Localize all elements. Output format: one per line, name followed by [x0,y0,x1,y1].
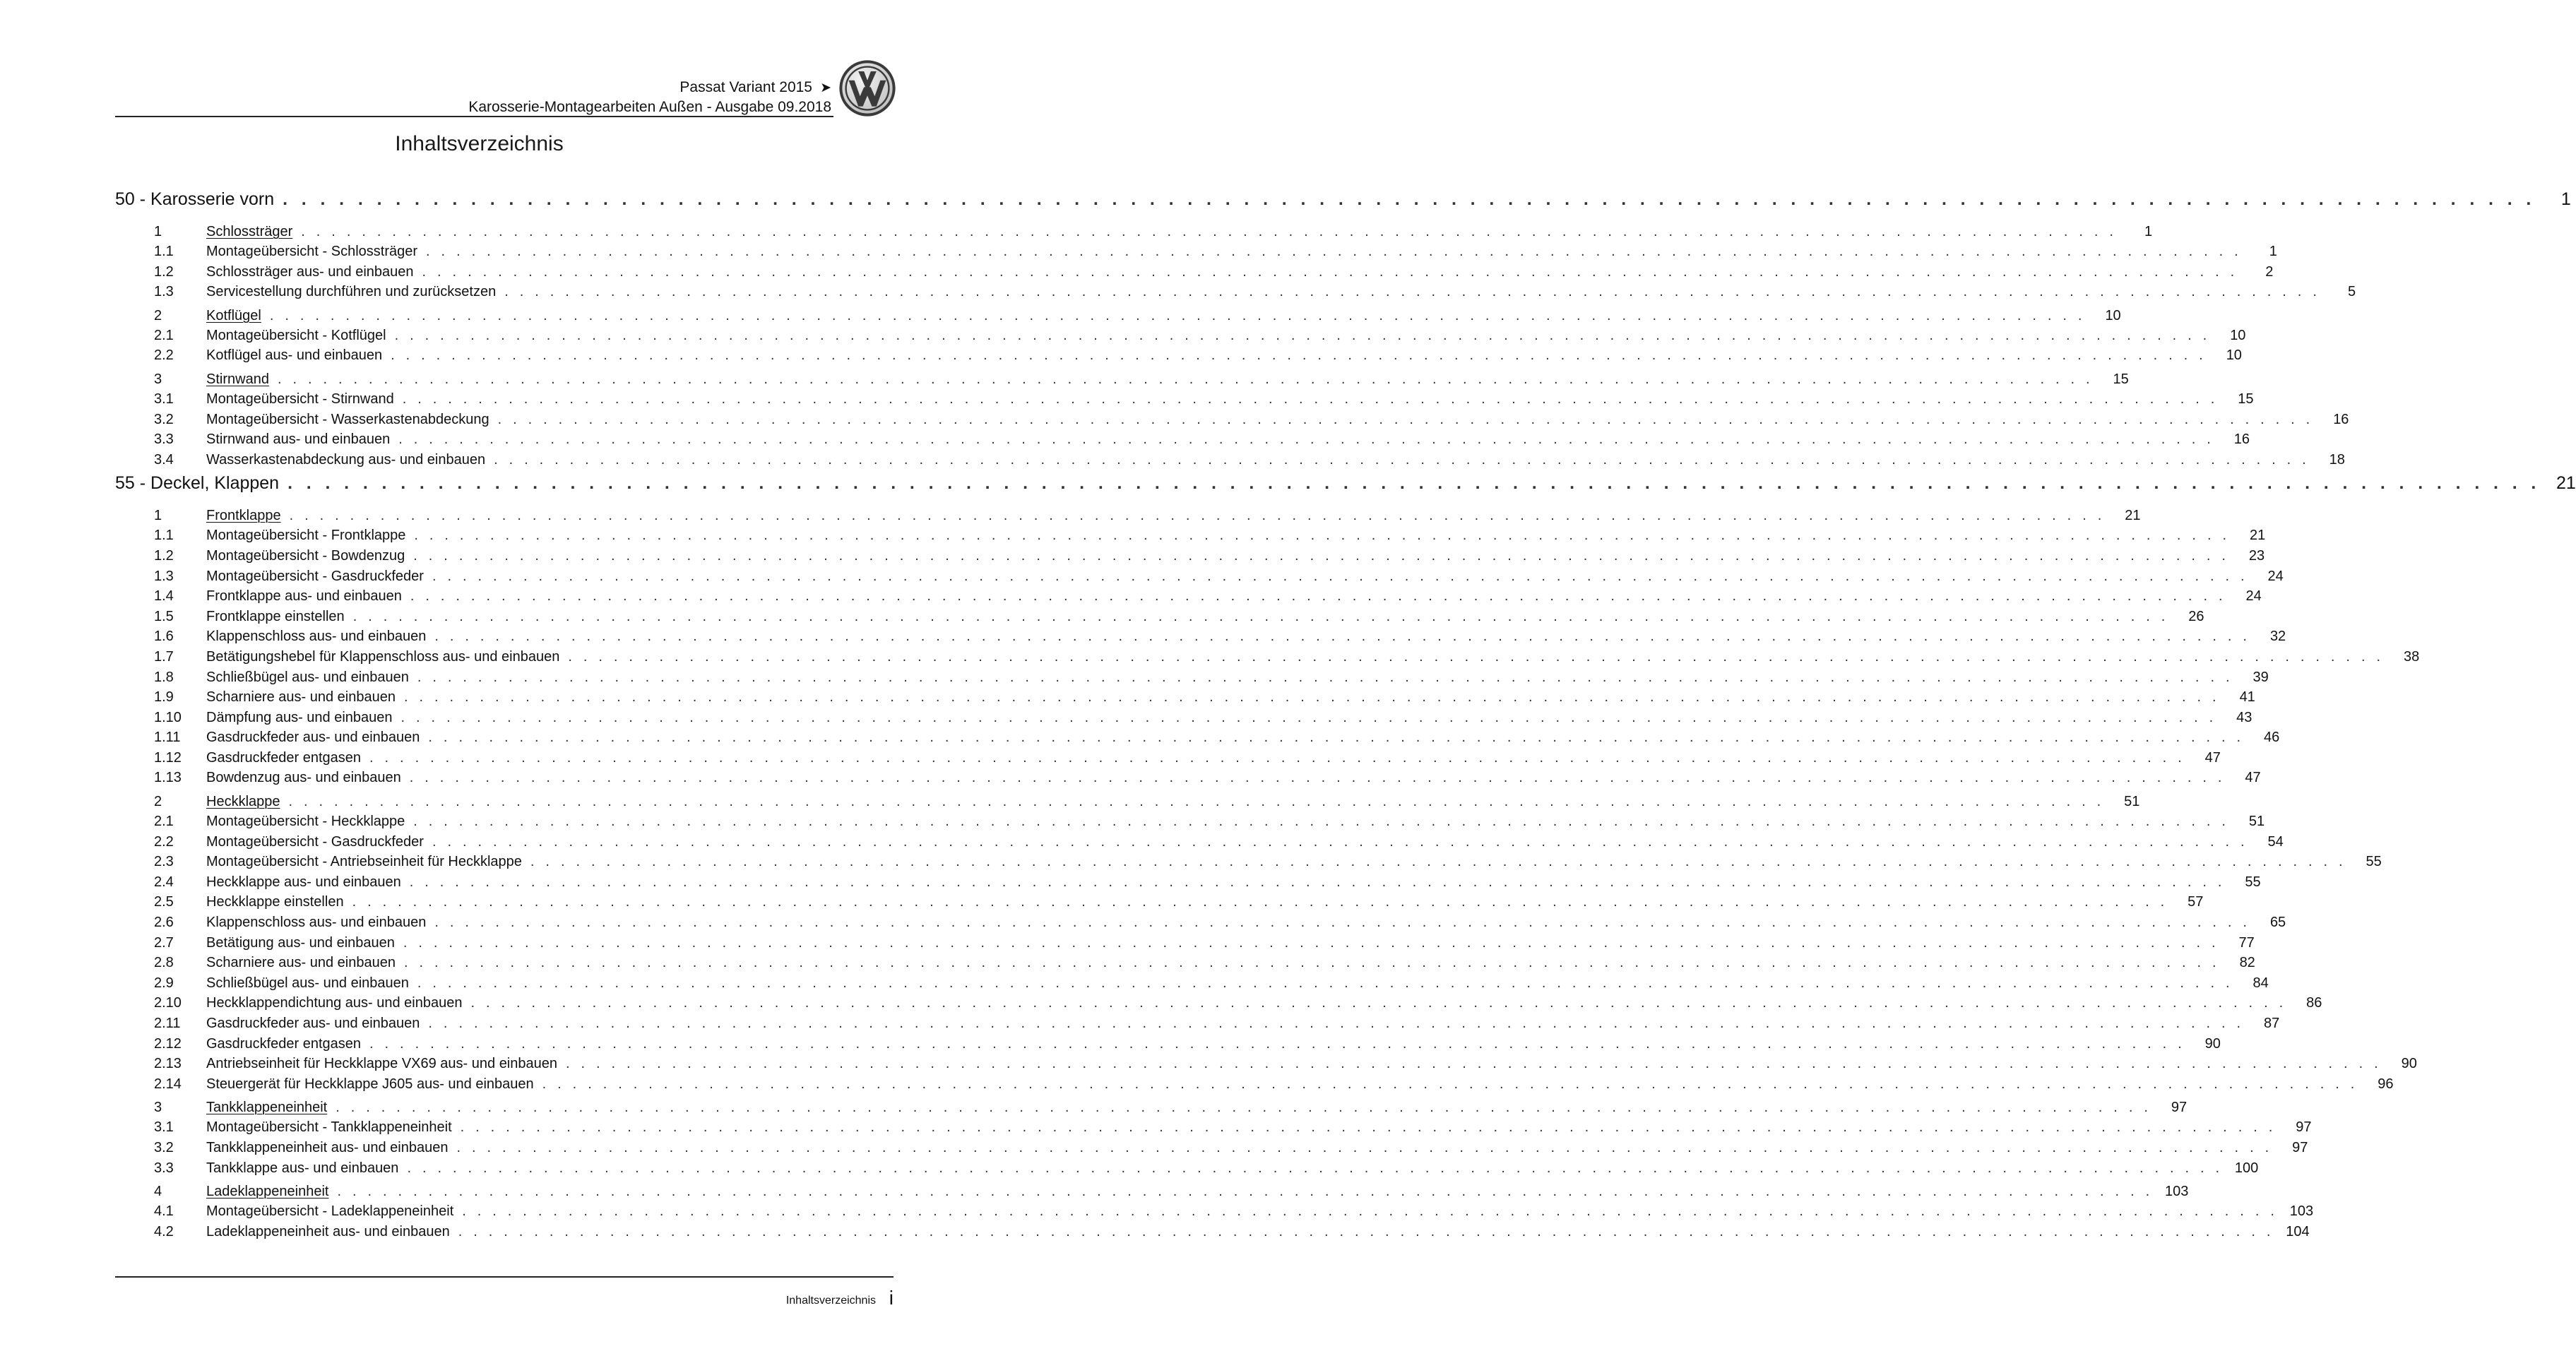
toc-entry-title[interactable]: Montageübersicht - Ladeklappeneinheit [206,1203,454,1220]
dot-leader: . . . . . . . . . . . . . . . . . . . . . . . . . . . . . . . . . . . . . . . . . . . . . . . . . . . . . . . . . . . . . . . . . . . . . . . . . . . . . . . . . . . . . . . . . . . . . . . . . . . . . . . . . . . . . . . . . . . . . . . . [289,508,2106,524]
toc-entry-number: 1.1 [154,528,174,544]
toc-entry-title[interactable]: Heckklappe aus- und einbauen [206,874,401,890]
toc-entry-title[interactable]: Stirnwand aus- und einbauen [206,432,391,448]
toc-section[interactable] [115,508,2141,528]
toc-entry-number: 2 [154,307,162,323]
running-header [115,61,833,117]
dot-leader: . . . . . . . . . . . . . . . . . . . . . . . . . . . . . . . . . . . . . . . . . . . . . . . . . . . . . . . . . . . . . . . . . . . . . . . . . . . . . . . . . . . . . . . . . . . . . . . . . . . . . . . . . . . . . . . . . . . . . . . . [568,648,2385,665]
toc-entry-title[interactable]: Schlossträger aus- und einbauen [206,263,414,280]
dot-leader: . . . . . . . . . . . . . . . . . . . . . . . . . . . . . . . . . . . . . . . . . . . . . . . . . . . . . . . . . . . . . . . . . . . . . . . . . . . . . . . . . . . . . . . . . . . . . . . . . . . . . . . . . . . . . . . . . . . . . . . . [497,411,2314,427]
toc-sub[interactable] [115,975,2269,996]
toc-entry-title[interactable]: Gasdruckfeder entgasen [206,749,362,766]
dot-leader: . . . . . . . . . . . . . . . . . . . . . . . . . . . . . . . . . . . . . . . . . . . . . . . . . . . . . . . . . . . . . . . . . . . . . . . . . . . . . . . . . . . . . . . . . . . . . . . . . . . . . . . . . . . . . . . . . . . . . . . . [402,391,2219,407]
toc-sub[interactable] [115,568,2284,589]
toc-entry-title[interactable]: Tankklappeneinheit aus- und einbauen [206,1139,449,1155]
dot-leader: . . . . . . . . . . . . . . . . . . . . . . . . . . . . . . . . . . . . . . . . . . . . . . . . . . . . . . . . . . . . . . . . . . . . . . . . . . . . . . . . . . . . . . . . . . . . . . . . . . . . . . . . . . . . . . . . . . . . . . . . [462,1203,2279,1220]
toc-entry-page[interactable]: 10 [2105,307,2121,323]
toc-entry-page[interactable]: 90 [2204,1035,2221,1052]
toc-entry-page[interactable]: 82 [2239,955,2255,971]
toc-entry-number: 1.10 [154,709,182,725]
toc-entry-title[interactable]: Montageübersicht - Gasdruckfeder [206,568,424,584]
vw-logo-icon [839,60,896,117]
toc-entry-number: 55 - [115,473,151,494]
toc-entry-title[interactable]: Schließbügel aus- und einbauen [206,669,409,685]
toc-entry-title[interactable]: Karosserie vorn [150,189,275,209]
footer-rule [115,1276,894,1278]
toc-sub[interactable] [115,1139,2308,1160]
toc-entry-page[interactable]: 16 [2233,432,2250,448]
dot-leader: . . . . . . . . . . . . . . . . . . . . . . . . . . . . . . . . . . . . . . . . . . . . . . . . . . . . . . . . . . . . . . . . . . . . . . . . . . . . . . . . . . . . . . . . . . . . . . . . . . . . . . . . . . . . . . . . . . . . . . . . [409,770,2226,786]
toc-sub[interactable] [115,689,2255,710]
toc-entry-title[interactable]: Montageübersicht - Schlossträger [206,244,418,259]
toc-entry-number: 1.13 [154,770,182,786]
dot-leader: . . . . . . . . . . . . . . . . . . . . . . . . . . . . . . . . . . . . . . . . . . . . . . . . . . . . . . . . . . . . . . . . . . . . . . . . . . . . . . . . . . . . . . . . . . . . . . . . . . . . . . . . . . . . . . . . . . . . . . . . [288,794,2105,810]
toc-entry-number: 2.1 [154,327,174,343]
dot-leader: . . . . . . . . . . . . . . . . . . . . . . . . . . . . . . . . . . . . . . . . . . . . . . . . . . . . . . . . . . . . . . . . . . . . . . . . . . . . . . . . . . . . . . . . . . . . . . . . . . . . . . . . . . . . . . . . . . . . . . . . [417,669,2233,685]
toc-entry-page[interactable]: 38 [2403,648,2420,665]
dot-leader: . . . . . . . . . . . . . . . . . . . . . . . . . . . . . . . . . . . . . . . . . . . . . . . . . . . . . . . . . . . . . . . . . . . . . . . . . . . . . . . . . . . . . . . . . . . . . . . . . . . . . . . . . . . . . . . . . . . . . . . . [269,307,2086,323]
toc-entry-page[interactable]: 15 [2238,391,2254,407]
toc-sub[interactable] [115,915,2286,935]
toc-entry-page[interactable]: 97 [2296,1119,2312,1136]
toc-entry-title[interactable]: Schlossträger [206,224,293,239]
toc-entry-number: 2.12 [154,1035,182,1052]
dot-leader: . . . . . . . . . . . . . . . . . . . . . . . . . . . . . . . . . . . . . . . . . . . . . . . . . . . . . . . . . . . . . . . . . . . . . . . . . . . . . . . . . . . . . . . . . . . . . . . . . . . . . . . . . . . . . . . . . . . . . . . . [542,1076,2358,1092]
toc-entry-number: 4.2 [154,1223,174,1239]
dot-leader: . . . . . . . . . . . . . . . . . . . . . . . . . . . . . . . . . . . . . . . . . . . . . . . . . . . . . . . . . . . . . . . . . . . . . . . . . . . . . . . . . . . . . . . . . . . . . . . . . . . . . . . . . . . . . . . . . . . . . . . . [458,1223,2274,1239]
toc-sub[interactable] [115,1056,2417,1076]
dot-leader: . . . . . . . . . . . . . . . . . . . . . . . . . . . . . . . . . . . . . . . . . . . . . . . . . . . . . . . . . . . . . . . . . . . . . . . . . . . . . . . . . . . . . . . . . . . . . . . . . . . . . . . . . . . . . . . . . . . . . . . . [400,709,2217,725]
toc-entry-number: 2.3 [154,854,174,870]
toc-entry-number: 3.2 [154,1139,174,1155]
toc-entry-number: 2 [154,794,162,810]
toc-entry-title[interactable]: Montageübersicht - Antriebseinheit für Heckklappe [206,854,522,870]
toc-sub[interactable] [115,669,2269,690]
toc-sub[interactable] [115,608,2204,629]
toc-entry-page[interactable]: 97 [2171,1100,2188,1116]
toc-entry-number: 1.9 [154,689,174,706]
dot-leader: . . . . . . . . . . . . . . . . . . . . . . . . . . . . . . . . . . . . . . . . . . . . . . . . . . . . . . . . . . . . . . . . . . . . . . . . . . . . . . . . . . . . . . . . . . . . . . . . . . . . . . . . . . . . . . . . . . . . . . . . [432,833,2248,850]
next-page-arrow-icon: ➤ [820,81,831,95]
dot-leader: . . . . . . . . . . . . . . . . . . . . . . . . . . . . . . . . . . . . . . . . . . . . . . . . . . . . . . . . . . . . . . . . . . . . . . . . . . . . . . . . . . . . . . . . . . . . . . . . . . . . . . . . . . . . . . . . . . . . . . . . [434,915,2251,931]
toc-entry-number: 1 [154,508,162,524]
header-rule [115,116,833,117]
toc-entry-page[interactable]: 21 [2556,473,2576,494]
dot-leader: . . . . . . . . . . . . . . . . . . . . . . . . . . . . . . . . . . . . . . . . . . . . . . . . . . . . . . . . . . . . . . . . . . . . . . . . . . . . . . . . . . . . . . . . . . . . . . . . . . . . . . . . . . . . . . . . . . . . . . . . [301,224,2118,239]
dot-leader: . . . . . . . . . . . . . . . . . . . . . . . . . . . . . . . . . . . . . . . . . . . . . . . . . . . . . . . . . . . . . . . . . . . . . . . . . . . . . . . . . . . . . . . . . . . . . . . . . . . . . . . . . . . . . . . . . . . . . . . . [336,1100,2152,1116]
toc-sub[interactable] [115,1160,2259,1181]
toc-sub[interactable] [115,730,2280,750]
toc-sub[interactable] [115,327,2246,348]
toc-entry-number: 1.6 [154,629,174,645]
dot-leader: . . . . . . . . . . . . . . . . . . . . . . . . . . . . . . . . . . . . . . . . . . . . . . . . . . . . . . . . . . . . . . . . . . . . . . . . . . . . . . . . . . . . . . . . . . . . . . . . . . . . . . . . . . . . . . . . . . . . . . . . [566,1056,2382,1072]
dot-leader: . . . . . . . . . . . . . . . . . . . . . . . . . . . . . . . . . . . . . . . . . . . . . . . . . . . . . . . . . . . . . . . . . . . . . . . . . . . . . . . . . . . . . . . . . . . . . . . . . . . . . . . . . . . . . . . . . . . . . . . . [277,371,2094,387]
toc-entry-title[interactable]: Kotflügel [206,307,261,323]
toc-entry-number: 1.5 [154,608,174,624]
header-model: Passat Variant 2015 [679,79,812,95]
toc-sub[interactable] [115,894,2204,915]
toc-sub[interactable] [115,588,2262,609]
dot-leader: . . . . . . . . . . . . . . . . . . . . . . . . . . . . . . . . . . . . . . . . . . . . . . . . . . . . . . . . . . . . . . . . . . . . . . . . . . . . . . . . . . . . . . . . . . . . . . . . . . . . . . . . . . . . . . . . . . . . . . . . [426,244,2242,259]
toc-sub[interactable] [115,955,2255,975]
dot-leader: . . . . . . . . . . . . . . . . . . . . . . . . . . . . . . . . . . . . . . . . . . . . . . . . . . . . . . . . . . . . . . . . . . . . . . . . . . . . . . . . . . . . . . . . . . . . . . . . . . . . . . . . . . . . . . . . . . . . . . . . [403,689,2220,706]
dot-leader: . . . . . . . . . . . . . . . . . . . . . . . . . . . . . . . . . . . . . . . . . . . . . . . . . . . . . . . . . . . . . . . . . . . . . . . . . . . . . . . . . . . . . . . . . . . . . . . . . . . . . . . . . . . . . . . . . . . . . . . . [287,473,2541,494]
toc-entry-number: 1.3 [154,284,174,300]
toc-sub[interactable] [115,833,2284,855]
dot-leader: . . . . . . . . . . . . . . . . . . . . . . . . . . . . . . . . . . . . . . . . . . . . . . . . . . . . . . . . . . . . . . . . . . . . . . . . . . . . . . . . . . . . . . . . . . . . . . . . . . . . . . . . . . . . . . . . . . . . . . . . [434,629,2251,645]
dot-leader: . . . . . . . . . . . . . . . . . . . . . . . . . . . . . . . . . . . . . . . . . . . . . . . . . . . . . . . . . . . . . . . . . . . . . . . . . . . . . . . . . . . . . . . . . . . . . . . . . . . . . . . . . . . . . . . . . . . . . . . . [414,528,2231,544]
toc-entry-title[interactable]: Deckel, Klappen [150,473,280,494]
toc-entry-title[interactable]: Antriebseinheit für Heckklappe VX69 aus- und einbauen [206,1056,557,1072]
toc-entry-title[interactable]: Stirnwand [206,371,269,387]
toc-sub[interactable] [115,1035,2221,1057]
toc-entry-title[interactable]: Montageübersicht - Kotflügel [206,327,386,343]
toc-entry-page[interactable]: 5 [2347,284,2356,300]
toc-entry-page[interactable]: 41 [2239,689,2255,706]
toc-entry-page[interactable]: 103 [2164,1184,2189,1200]
toc-sub[interactable] [115,263,2274,285]
toc-chapter[interactable] [115,473,2576,504]
toc-entry-title[interactable]: Betätigung aus- und einbauen [206,934,395,951]
dot-leader: . . . . . . . . . . . . . . . . . . . . . . . . . . . . . . . . . . . . . . . . . . . . . . . . . . . . . . . . . . . . . . . . . . . . . . . . . . . . . . . . . . . . . . . . . . . . . . . . . . . . . . . . . . . . . . . . . . . . . . . . [403,934,2219,951]
dot-leader: . . . . . . . . . . . . . . . . . . . . . . . . . . . . . . . . . . . . . . . . . . . . . . . . . . . . . . . . . . . . . . . . . . . . . . . . . . . . . . . . . . . . . . . . . . . . . . . . . . . . . . . . . . . . . . . . . . . . . . . . [352,894,2168,910]
dot-leader: . . . . . . . . . . . . . . . . . . . . . . . . . . . . . . . . . . . . . . . . . . . . . . . . . . . . . . . . . . . . . . . . . . . . . . . . . . . . . . . . . . . . . . . . . . . . . . . . . . . . . . . . . . . . . . . . . . . . . . . . [410,588,2226,605]
toc-sub[interactable] [115,854,2382,874]
dot-leader: . . . . . . . . . . . . . . . . . . . . . . . . . . . . . . . . . . . . . . . . . . . . . . . . . . . . . . . . . . . . . . . . . . . . . . . . . . . . . . . . . . . . . . . . . . . . . . . . . . . . . . . . . . . . . . . . . . . . . . . . [394,327,2211,343]
toc-entry-page[interactable]: 21 [2249,528,2266,544]
toc-entry-number: 2.14 [154,1076,182,1092]
table-of-contents [115,188,2576,1244]
toc-sub[interactable] [115,451,2345,472]
toc-entry-title[interactable]: Wasserkastenabdeckung aus- und einbauen [206,451,486,468]
toc-sub[interactable] [115,284,2356,304]
toc-entry-page[interactable]: 86 [2306,995,2322,1011]
toc-entry-number: 4 [154,1184,162,1200]
toc-entry-page[interactable]: 16 [2333,411,2349,427]
toc-sub[interactable] [115,934,2255,956]
toc-entry-number: 3.1 [154,391,174,407]
toc-entry-title[interactable]: Montageübersicht - Gasdruckfeder [206,833,424,850]
toc-entry-page[interactable]: 39 [2252,669,2269,685]
toc-entry-number: 50 - [115,189,151,209]
toc-entry-title[interactable]: Scharniere aus- und einbauen [206,689,396,706]
dot-leader: . . . . . . . . . . . . . . . . . . . . . . . . . . . . . . . . . . . . . . . . . . . . . . . . . . . . . . . . . . . . . . . . . . . . . . . . . . . . . . . . . . . . . . . . . . . . . . . . . . . . . . . . . . . . . . . . . . . . . . . . [337,1184,2154,1200]
toc-entry-title[interactable]: Klappenschloss aus- und einbauen [206,915,427,931]
toc-entry-number: 2.7 [154,934,174,951]
toc-entry-title[interactable]: Heckklappe einstellen [206,894,344,910]
toc-entry-title[interactable]: Bowdenzug aus- und einbauen [206,770,401,786]
toc-entry-title[interactable]: Montageübersicht - Bowdenzug [206,547,405,564]
toc-entry-page[interactable]: 100 [2234,1160,2259,1176]
toc-sub[interactable] [115,770,2261,790]
toc-entry-page[interactable]: 47 [2204,749,2221,766]
toc-sub[interactable] [115,347,2242,368]
toc-entry-page[interactable]: 47 [2245,770,2261,786]
toc-entry-title[interactable]: Frontklappe aus- und einbauen [206,588,402,605]
toc-entry-title[interactable]: Gasdruckfeder entgasen [206,1035,362,1052]
toc-entry-number: 2.5 [154,894,174,910]
toc-entry-page[interactable]: 87 [2264,1016,2280,1031]
toc-chapter-heading[interactable] [115,189,274,210]
toc-entry-page[interactable]: 1 [2269,244,2277,259]
dot-leader: . . . . . . . . . . . . . . . . . . . . . . . . . . . . . . . . . . . . . . . . . . . . . . . . . . . . . . . . . . . . . . . . . . . . . . . . . . . . . . . . . . . . . . . . . . . . . . . . . . . . . . . . . . . . . . . . . . . . . . . . [403,955,2220,971]
toc-entry-page[interactable]: 97 [2292,1139,2308,1155]
toc-entry-page[interactable]: 46 [2264,730,2280,746]
toc-entry-title[interactable]: Betätigungshebel für Klappenschloss aus- und einbauen [206,648,560,665]
dot-leader: . . . . . . . . . . . . . . . . . . . . . . . . . . . . . . . . . . . . . . . . . . . . . . . . . . . . . . . . . . . . . . . . . . . . . . . . . . . . . . . . . . . . . . . . . . . . . . . . . . . . . . . . . . . . . . . . . . . . . . . . [470,995,2287,1011]
toc-entry-number: 2.10 [154,995,182,1011]
toc-entry-page[interactable]: 55 [2245,874,2261,890]
toc-entry-title[interactable]: Heckklappe [206,794,280,810]
toc-sub[interactable] [115,629,2286,649]
toc-section[interactable] [115,794,2140,814]
toc-entry-number: 4.1 [154,1203,174,1220]
toc-entry-number: 1.1 [154,244,174,259]
dot-leader: . . . . . . . . . . . . . . . . . . . . . . . . . . . . . . . . . . . . . . . . . . . . . . . . . . . . . . . . . . . . . . . . . . . . . . . . . . . . . . . . . . . . . . . . . . . . . . . . . . . . . . . . . . . . . . . . . . . . . . . . [352,608,2169,624]
toc-entry-number: 1.11 [154,730,181,746]
toc-section[interactable] [115,1184,2189,1203]
toc-sub[interactable] [115,547,2265,569]
toc-entry-title[interactable]: Ladeklappeneinheit [206,1184,329,1200]
toc-entry-page[interactable]: 24 [2267,568,2284,584]
toc-entry-page[interactable]: 84 [2252,975,2269,991]
toc-entry-title[interactable]: Tankklappeneinheit [206,1100,328,1116]
toc-entry-page[interactable]: 55 [2366,854,2382,870]
toc-entry-number: 1.4 [154,588,174,605]
dot-leader: . . . . . . . . . . . . . . . . . . . . . . . . . . . . . . . . . . . . . . . . . . . . . . . . . . . . . . . . . . . . . . . . . . . . . . . . . . . . . . . . . . . . . . . . . . . . . . . . . . . . . . . . . . . . . . . . . . . . . . . . [504,284,2321,300]
toc-entry-page[interactable]: 21 [2125,508,2141,524]
toc-entry-title[interactable]: Frontklappe [206,508,281,524]
toc-entry-title[interactable]: Ladeklappeneinheit aus- und einbauen [206,1223,450,1239]
dot-leader: . . . . . . . . . . . . . . . . . . . . . . . . . . . . . . . . . . . . . . . . . . . . . . . . . . . . . . . . . . . . . . . . . . . . . . . . . . . . . . . . . . . . . . . . . . . . . . . . . . . . . . . . . . . . . . . . . . . . . . . . [413,814,2230,830]
toc-section[interactable] [115,1100,2188,1119]
toc-entry-number: 3 [154,1100,162,1116]
dot-leader: . . . . . . . . . . . . . . . . . . . . . . . . . . . . . . . . . . . . . . . . . . . . . . . . . . . . . . . . . . . . . . . . . . . . . . . . . . . . . . . . . . . . . . . . . . . . . . . . . . . . . . . . . . . . . . . . . . . . . . . . [283,189,2536,209]
toc-sub[interactable] [115,648,2420,670]
toc-entry-number: 2.4 [154,874,174,890]
toc-sub[interactable] [115,995,2322,1016]
toc-entry-page[interactable]: 104 [2286,1223,2310,1239]
toc-sub[interactable] [115,749,2221,771]
toc-entry-page[interactable]: 32 [2269,629,2286,645]
toc-entry-number: 3.3 [154,1160,174,1176]
page-title: Inhaltsverzeichnis [395,132,564,155]
dot-leader: . . . . . . . . . . . . . . . . . . . . . . . . . . . . . . . . . . . . . . . . . . . . . . . . . . . . . . . . . . . . . . . . . . . . . . . . . . . . . . . . . . . . . . . . . . . . . . . . . . . . . . . . . . . . . . . . . . . . . . . . [417,975,2233,991]
toc-entry-title[interactable]: Servicestellung durchführen und zurücksetzen [206,284,497,300]
footer-label: Inhaltsverzeichnis [785,1295,876,1307]
toc-entry-number: 2.1 [154,814,174,830]
toc-entry-title[interactable]: Montageübersicht - Wasserkastenabdeckung [206,411,489,427]
toc-sub[interactable] [115,1119,2312,1140]
toc-entry-number: 2.11 [154,1016,181,1031]
dot-leader: . . . . . . . . . . . . . . . . . . . . . . . . . . . . . . . . . . . . . . . . . . . . . . . . . . . . . . . . . . . . . . . . . . . . . . . . . . . . . . . . . . . . . . . . . . . . . . . . . . . . . . . . . . . . . . . . . . . . . . . . [432,568,2248,584]
toc-entry-number: 2.2 [154,347,174,364]
toc-entry-page[interactable]: 65 [2269,915,2286,931]
toc-section[interactable] [115,371,2129,391]
toc-entry-number: 1.2 [154,263,174,280]
toc-chapter-heading[interactable] [115,473,279,494]
toc-sub[interactable] [115,874,2261,895]
toc-entry-title[interactable]: Frontklappe einstellen [206,608,345,624]
dot-leader: . . . . . . . . . . . . . . . . . . . . . . . . . . . . . . . . . . . . . . . . . . . . . . . . . . . . . . . . . . . . . . . . . . . . . . . . . . . . . . . . . . . . . . . . . . . . . . . . . . . . . . . . . . . . . . . . . . . . . . . . [428,730,2245,746]
toc-entry-number: 1.7 [154,648,174,665]
toc-entry-page[interactable]: 2 [2265,263,2274,280]
toc-entry-page[interactable]: 26 [2188,608,2204,624]
dot-leader: . . . . . . . . . . . . . . . . . . . . . . . . . . . . . . . . . . . . . . . . . . . . . . . . . . . . . . . . . . . . . . . . . . . . . . . . . . . . . . . . . . . . . . . . . . . . . . . . . . . . . . . . . . . . . . . . . . . . . . . . [369,1035,2185,1052]
toc-entry-number: 1.2 [154,547,174,564]
dot-leader: . . . . . . . . . . . . . . . . . . . . . . . . . . . . . . . . . . . . . . . . . . . . . . . . . . . . . . . . . . . . . . . . . . . . . . . . . . . . . . . . . . . . . . . . . . . . . . . . . . . . . . . . . . . . . . . . . . . . . . . . [391,347,2207,364]
toc-entry-title[interactable]: Dämpfung aus- und einbauen [206,709,393,725]
toc-entry-title[interactable]: Kotflügel aus- und einbauen [206,347,383,364]
toc-entry-number: 1.8 [154,669,174,685]
toc-entry-number: 3 [154,371,162,387]
footer-page-number: i [889,1287,894,1309]
toc-entry-number: 2.9 [154,975,174,991]
toc-sub[interactable] [115,411,2349,432]
toc-sub[interactable] [115,432,2250,452]
toc-entry-page[interactable]: 10 [2230,327,2246,343]
toc-sub[interactable] [115,391,2254,412]
toc-entry-page[interactable]: 43 [2236,709,2252,725]
toc-entry-number: 3.2 [154,411,174,427]
toc-entry-title[interactable]: Tankklappe aus- und einbauen [206,1160,399,1176]
dot-leader: . . . . . . . . . . . . . . . . . . . . . . . . . . . . . . . . . . . . . . . . . . . . . . . . . . . . . . . . . . . . . . . . . . . . . . . . . . . . . . . . . . . . . . . . . . . . . . . . . . . . . . . . . . . . . . . . . . . . . . . . [407,1160,2224,1176]
toc-entry-title[interactable]: Klappenschloss aus- und einbauen [206,629,427,645]
toc-entry-page[interactable]: 1 [2560,189,2571,209]
toc-sub[interactable] [115,1076,2394,1097]
toc-sub[interactable] [115,1016,2280,1036]
toc-entry-number: 3.1 [154,1119,174,1136]
toc-entry-number: 1.12 [154,749,182,766]
dot-leader: . . . . . . . . . . . . . . . . . . . . . . . . . . . . . . . . . . . . . . . . . . . . . . . . . . . . . . . . . . . . . . . . . . . . . . . . . . . . . . . . . . . . . . . . . . . . . . . . . . . . . . . . . . . . . . . . . . . . . . . . [456,1139,2273,1155]
toc-entry-page[interactable]: 24 [2245,588,2262,605]
toc-entry-title[interactable]: Scharniere aus- und einbauen [206,955,396,971]
toc-entry-page[interactable]: 51 [2124,794,2140,810]
toc-entry-number: 1.3 [154,568,174,584]
toc-entry-title[interactable]: Montageübersicht - Frontklappe [206,528,406,544]
dot-leader: . . . . . . . . . . . . . . . . . . . . . . . . . . . . . . . . . . . . . . . . . . . . . . . . . . . . . . . . . . . . . . . . . . . . . . . . . . . . . . . . . . . . . . . . . . . . . . . . . . . . . . . . . . . . . . . . . . . . . . . . [413,547,2230,564]
toc-sub[interactable] [115,709,2252,730]
dot-leader: . . . . . . . . . . . . . . . . . . . . . . . . . . . . . . . . . . . . . . . . . . . . . . . . . . . . . . . . . . . . . . . . . . . . . . . . . . . . . . . . . . . . . . . . . . . . . . . . . . . . . . . . . . . . . . . . . . . . . . . . [494,451,2310,468]
toc-entry-number: 1 [154,224,162,239]
toc-sub[interactable] [115,528,2266,548]
toc-sub[interactable] [115,244,2277,264]
toc-entry-page[interactable]: 57 [2188,894,2204,910]
dot-leader: . . . . . . . . . . . . . . . . . . . . . . . . . . . . . . . . . . . . . . . . . . . . . . . . . . . . . . . . . . . . . . . . . . . . . . . . . . . . . . . . . . . . . . . . . . . . . . . . . . . . . . . . . . . . . . . . . . . . . . . . [369,749,2185,766]
toc-entry-title[interactable]: Steuergerät für Heckklappe J605 aus- und einbauen [206,1076,534,1092]
toc-entry-title[interactable]: Montageübersicht - Tankklappeneinheit [206,1119,452,1136]
dot-leader: . . . . . . . . . . . . . . . . . . . . . . . . . . . . . . . . . . . . . . . . . . . . . . . . . . . . . . . . . . . . . . . . . . . . . . . . . . . . . . . . . . . . . . . . . . . . . . . . . . . . . . . . . . . . . . . . . . . . . . . . [428,1016,2245,1031]
toc-entry-page[interactable]: 18 [2329,451,2345,468]
toc-entry-number: 3.3 [154,432,174,448]
toc-entry-title[interactable]: Schließbügel aus- und einbauen [206,975,409,991]
dot-leader: . . . . . . . . . . . . . . . . . . . . . . . . . . . . . . . . . . . . . . . . . . . . . . . . . . . . . . . . . . . . . . . . . . . . . . . . . . . . . . . . . . . . . . . . . . . . . . . . . . . . . . . . . . . . . . . . . . . . . . . . [422,263,2238,280]
toc-entry-page[interactable]: 10 [2226,347,2242,364]
toc-chapter[interactable] [115,189,2571,220]
toc-entry-page[interactable]: 54 [2267,833,2284,850]
dot-leader: . . . . . . . . . . . . . . . . . . . . . . . . . . . . . . . . . . . . . . . . . . . . . . . . . . . . . . . . . . . . . . . . . . . . . . . . . . . . . . . . . . . . . . . . . . . . . . . . . . . . . . . . . . . . . . . . . . . . . . . . [409,874,2226,890]
toc-entry-page[interactable]: 1 [2144,224,2153,239]
toc-entry-title[interactable]: Heckklappendichtung aus- und einbauen [206,995,463,1011]
dot-leader: . . . . . . . . . . . . . . . . . . . . . . . . . . . . . . . . . . . . . . . . . . . . . . . . . . . . . . . . . . . . . . . . . . . . . . . . . . . . . . . . . . . . . . . . . . . . . . . . . . . . . . . . . . . . . . . . . . . . . . . . [398,432,2215,448]
toc-entry-page[interactable]: 96 [2378,1076,2394,1092]
dot-leader: . . . . . . . . . . . . . . . . . . . . . . . . . . . . . . . . . . . . . . . . . . . . . . . . . . . . . . . . . . . . . . . . . . . . . . . . . . . . . . . . . . . . . . . . . . . . . . . . . . . . . . . . . . . . . . . . . . . . . . . . [460,1119,2277,1136]
toc-entry-page[interactable]: 15 [2113,371,2129,387]
toc-entry-page[interactable]: 51 [2248,814,2265,830]
toc-entry-number: 3.4 [154,451,174,468]
toc-entry-number: 2.6 [154,915,174,931]
header-subtitle: Karosserie-Montagearbeiten Außen - Ausgabe 09.2018 [468,99,831,115]
toc-sub[interactable] [115,1203,2314,1224]
toc-section[interactable] [115,307,2121,328]
toc-entry-number: 2.13 [154,1056,182,1072]
toc-entry-page[interactable]: 103 [2289,1203,2314,1220]
toc-entry-number: 2.8 [154,955,174,971]
toc-sub[interactable] [115,1223,2310,1244]
toc-entry-title[interactable]: Gasdruckfeder aus- und einbauen [206,730,420,746]
toc-entry-title[interactable]: Montageübersicht - Stirnwand [206,391,394,407]
toc-entry-page[interactable]: 23 [2248,547,2265,564]
dot-leader: . . . . . . . . . . . . . . . . . . . . . . . . . . . . . . . . . . . . . . . . . . . . . . . . . . . . . . . . . . . . . . . . . . . . . . . . . . . . . . . . . . . . . . . . . . . . . . . . . . . . . . . . . . . . . . . . . . . . . . . . [530,854,2346,870]
toc-entry-page[interactable]: 90 [2401,1056,2417,1072]
toc-entry-page[interactable]: 77 [2238,934,2255,951]
toc-entry-title[interactable]: Gasdruckfeder aus- und einbauen [206,1016,420,1031]
toc-sub[interactable] [115,814,2265,834]
toc-section[interactable] [115,224,2153,244]
toc-entry-number: 2.2 [154,833,174,850]
toc-entry-title[interactable]: Montageübersicht - Heckklappe [206,814,405,830]
